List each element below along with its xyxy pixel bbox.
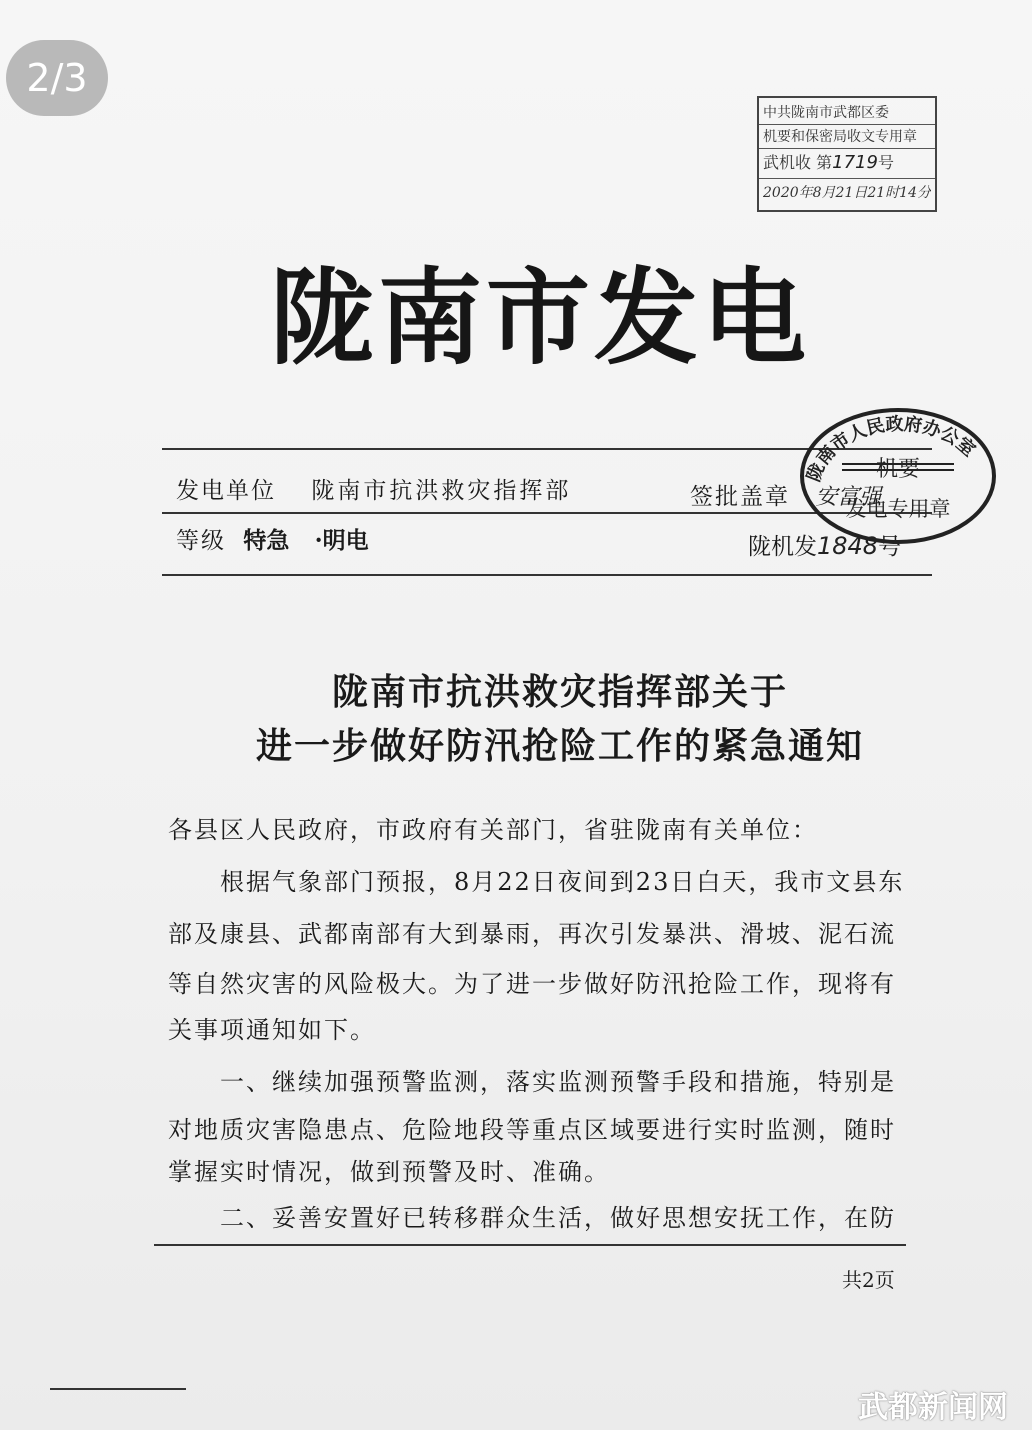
receipt-line-1: 中共陇南市武都区委	[763, 105, 889, 121]
total-pages: 共2页	[842, 1268, 895, 1292]
page-title: 陇南市发电	[270, 256, 811, 379]
receipt-line-3	[763, 150, 931, 173]
body-line: 部及康县、武都南部有大到暴雨，再次引发暴洪、滑坡、泥石流	[168, 920, 896, 948]
header-bottom-rule	[162, 574, 932, 576]
body-line: 根据气象部门预报，8月22日夜间到23日白天，我市文县东	[168, 868, 905, 896]
body-line: 等自然灾害的风险极大。为了进一步做好防汛抢险工作，现将有	[168, 970, 896, 998]
bottom-divider	[50, 1388, 186, 1390]
sign-name: 安富强	[815, 485, 882, 510]
receipt-mid: 第	[816, 153, 833, 172]
document-title-line-2: 进一步做好防汛抢险工作的紧急通知	[255, 725, 864, 767]
document-title-line-1: 陇南市抗洪救灾指挥部关于	[331, 671, 788, 713]
receipt-line-2: 机要和保密局收文专用章	[763, 129, 917, 145]
level-row	[176, 522, 369, 555]
receipt-suffix: 号	[877, 153, 894, 172]
body-line: 二、妥善安置好已转移群众生活，做好思想安抚工作，在防	[168, 1204, 896, 1232]
open-label: ·明电	[314, 527, 369, 554]
receipt-stamp	[757, 96, 937, 212]
receipt-line-4: 2020年8月21日21时14分	[763, 185, 931, 201]
level-value: 特急	[243, 527, 290, 554]
doc-number-prefix: 陇机发	[748, 534, 817, 560]
receipt-prefix: 武机收	[763, 153, 812, 172]
sender-label: 发电单位	[176, 478, 276, 504]
footer-rule	[154, 1244, 906, 1246]
sender-row	[176, 472, 571, 505]
body-line: 关事项通知如下。	[168, 1016, 376, 1044]
receipt-number: 1719	[832, 152, 878, 173]
seal-line-2: 发电专用章	[845, 497, 951, 521]
seal-graphic	[796, 400, 1000, 548]
seal-ring-text: 陇南市人民政府办公室	[803, 413, 980, 485]
sign-label: 签批盖章	[690, 484, 790, 510]
sender-value: 陇南市抗洪救灾指挥部	[311, 478, 572, 504]
official-seal	[796, 400, 1000, 548]
level-label: 等级	[176, 528, 226, 554]
body-line: 各县区人民政府，市政府有关部门，省驻陇南有关单位：	[168, 816, 818, 844]
doc-number-suffix: 号	[878, 534, 902, 560]
body-line: 掌握实时情况，做到预警及时、准确。	[168, 1158, 610, 1186]
doc-number: 1848	[817, 532, 879, 560]
watermark-logo: 武都新闻网	[858, 1390, 1008, 1425]
body-line: 一、继续加强预警监测，落实监测预警手段和措施，特别是	[168, 1068, 896, 1096]
seal-line-1: 机要	[875, 457, 921, 482]
body-line: 对地质灾害隐患点、危险地段等重点区域要进行实时监测，随时	[168, 1116, 896, 1144]
page-indicator[interactable]: 2/3	[6, 40, 108, 116]
